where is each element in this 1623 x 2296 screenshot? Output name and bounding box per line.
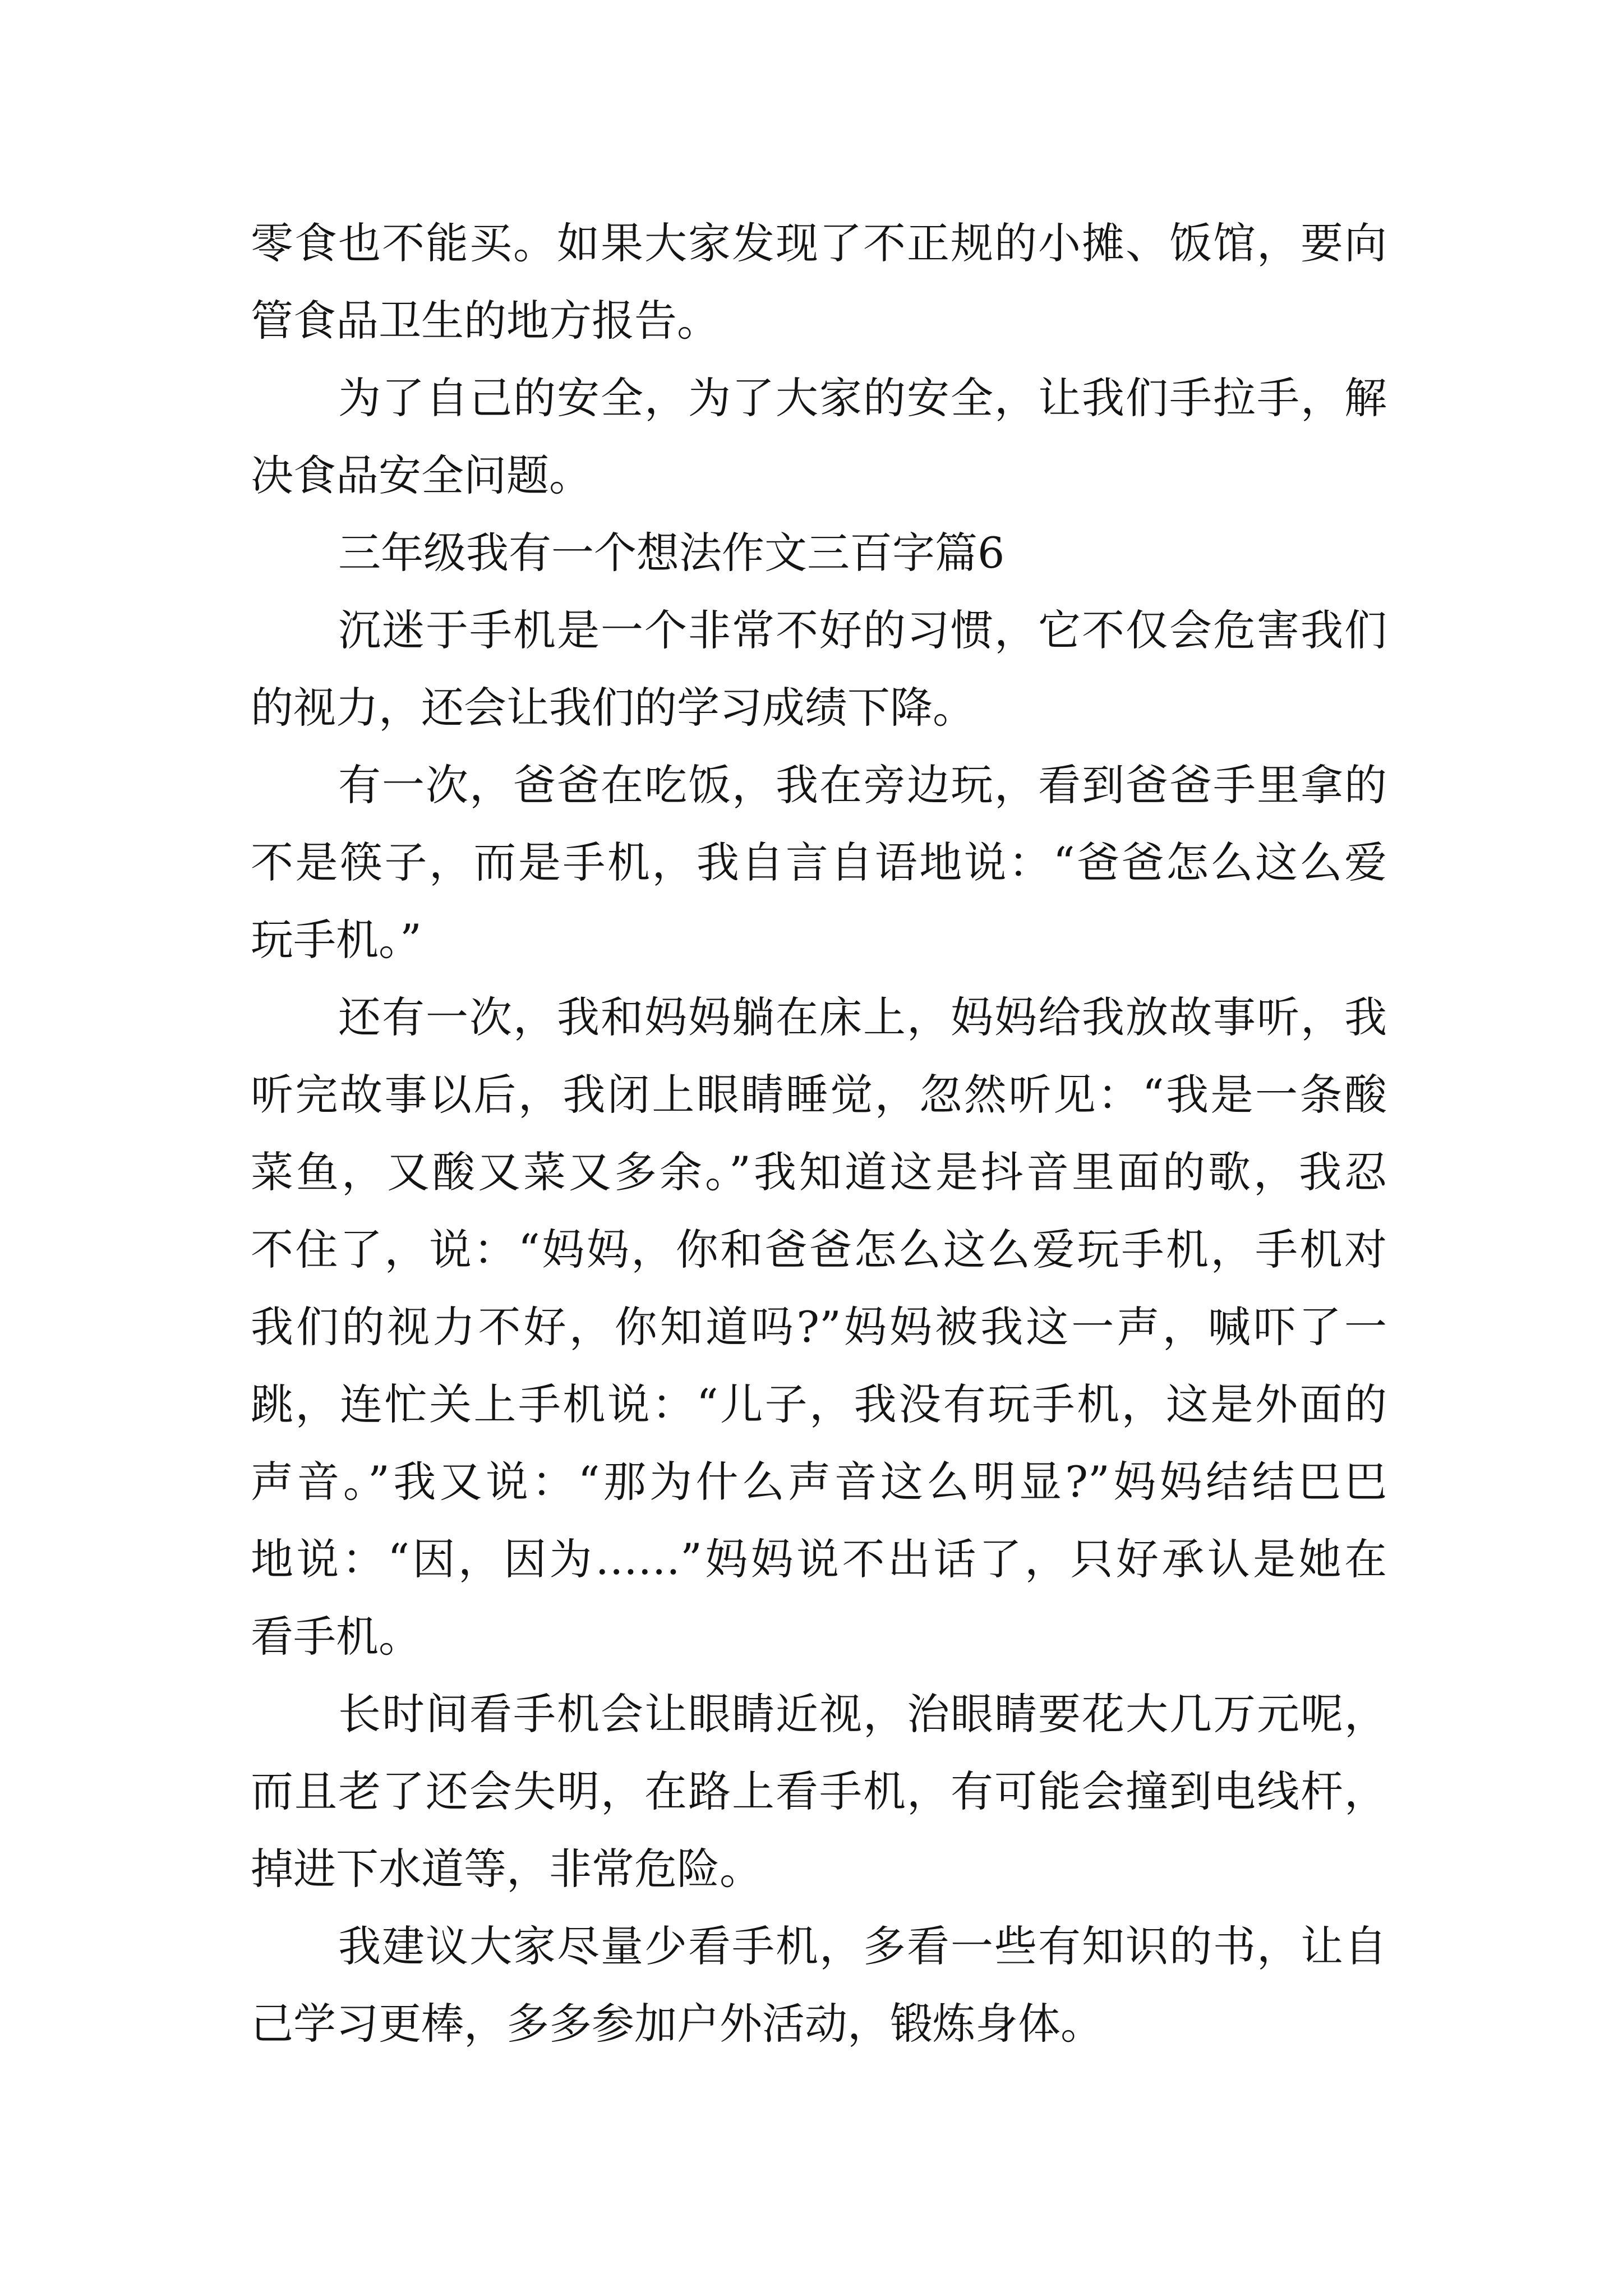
paragraph [251, 1676, 1387, 1908]
text-line: 不是筷子，而是手机，我自言自语地说：“爸爸怎么这么爱 [251, 838, 1387, 887]
text-line: 为了自己的安全，为了大家的安全，让我们手拉手，解 [338, 373, 1387, 423]
text-line: 零食也不能买。如果大家发现了不正规的小摊、饭馆，要向 [251, 218, 1387, 268]
text-line: 管食品卫生的地方报告。 [251, 296, 720, 346]
text-line: 而且老了还会失明，在路上看手机，有可能会撞到电线杆， [251, 1766, 1387, 1816]
text-line: 有一次，爸爸在吃饭，我在旁边玩，看到爸爸手里拿的 [338, 760, 1387, 810]
paragraph [251, 592, 1387, 747]
text-line: 我建议大家尽量少看手机，多看一些有知识的书，让自 [338, 1921, 1387, 1971]
paragraph [251, 1908, 1387, 2063]
text-line: 看手机。 [251, 1612, 421, 1662]
paragraph [251, 979, 1387, 1676]
text-line: 沉迷于手机是一个非常不好的习惯，它不仅会危害我们 [338, 605, 1387, 655]
text-line: 声音。”我又说：“那为什么声音这么明显?”妈妈结结巴巴 [251, 1457, 1387, 1507]
text-line: 地说：“因，因为……”妈妈说不出话了，只好承认是她在 [251, 1534, 1387, 1584]
text-line: 决食品安全问题。 [251, 450, 592, 500]
text-line: 听完故事以后，我闭上眼睛睡觉，忽然听见：“我是一条酸 [251, 1070, 1387, 1120]
text-line: 菜鱼，又酸又菜又多余。”我知道这是抖音里面的歌，我忍 [251, 1147, 1387, 1197]
text-line: 玩手机。” [251, 915, 422, 965]
text-line: 的视力，还会让我们的学习成绩下降。 [251, 683, 975, 733]
text-line: 不住了，说：“妈妈，你和爸爸怎么这么爱玩手机，手机对 [251, 1225, 1387, 1274]
text-line: 跳，连忙关上手机说：“儿子，我没有玩手机，这是外面的 [251, 1379, 1387, 1429]
section-heading [251, 514, 1387, 592]
heading-line: 三年级我有一个想法作文三百字篇6 [338, 528, 1005, 578]
text-line: 掉进下水道等，非常危险。 [251, 1844, 762, 1894]
paragraph [251, 747, 1387, 979]
text-line: 还有一次，我和妈妈躺在床上，妈妈给我放故事听，我 [338, 992, 1387, 1042]
text-line: 长时间看手机会让眼睛近视，治眼睛要花大几万元呢， [338, 1689, 1387, 1739]
paragraph [251, 360, 1387, 514]
document-body [251, 205, 1387, 2063]
text-line: 己学习更棒，多多参加户外活动，锻炼身体。 [251, 1999, 1103, 2049]
text-line: 我们的视力不好，你知道吗?”妈妈被我这一声，喊吓了一 [251, 1302, 1387, 1352]
paragraph [251, 205, 1387, 360]
